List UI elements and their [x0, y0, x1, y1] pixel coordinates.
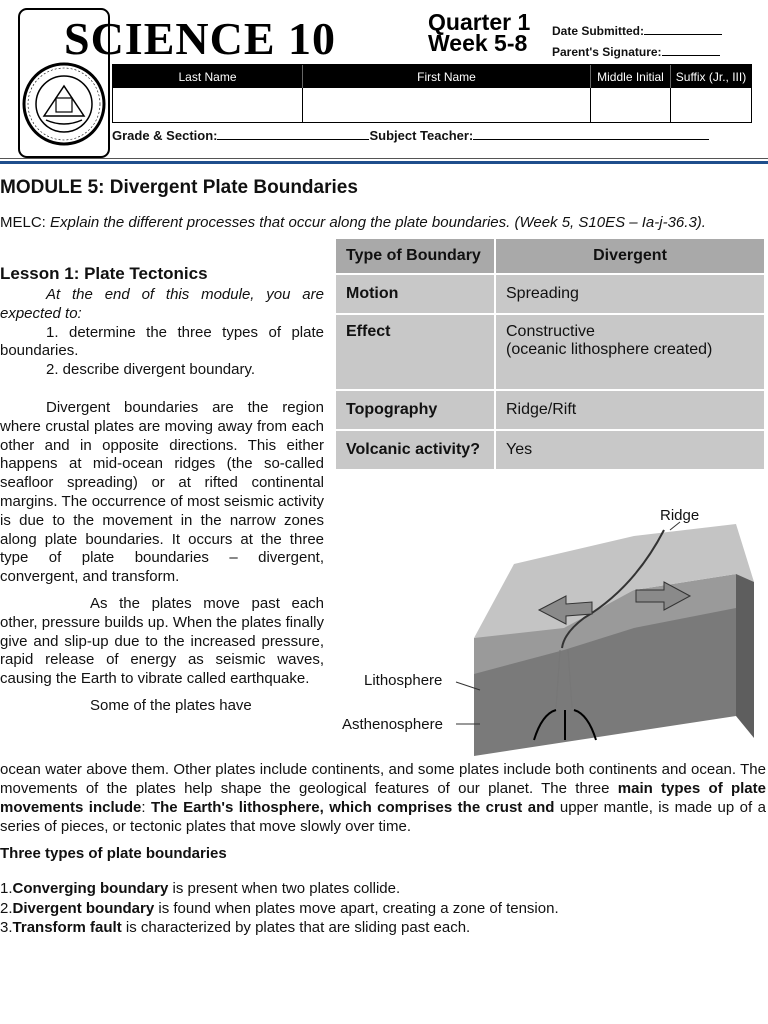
date-submitted-row — [552, 24, 722, 38]
parent-signature-label: Parent's Signature: — [552, 45, 662, 59]
subject-teacher-label: Subject Teacher: — [369, 128, 474, 143]
grade-teacher-row — [112, 128, 709, 143]
objective-item: 2. describe divergent boundary. — [46, 361, 256, 379]
lesson-left-column — [0, 286, 324, 716]
table-row — [335, 314, 765, 390]
paragraph-divergent: Divergent boundaries are the region where crustal plates are moving away from each other and in opposite directions. This either happens at mid-ocean ridges (the so-called seafloor spreading) or at rifted continental margins. The occurrence of most seismic activity is due to the movement in the narrow zones along plate boundaries. It occurs at the three type of plate boundaries – divergent, convergent, and transform. — [0, 398, 324, 586]
row-key-volcanic: Volcanic activity? — [335, 430, 495, 470]
bold-plate-movements: main types of plate movements include — [0, 780, 766, 816]
boundary-table — [334, 237, 766, 471]
boundary-header-value: Divergent — [495, 238, 765, 274]
list-item: 2.Divergent boundary is found when plates move apart, creating a zone of tension. — [0, 899, 559, 917]
quarter-label: Quarter 1 — [428, 9, 531, 35]
subject-teacher-field[interactable] — [473, 129, 709, 140]
lesson-intro: At the end of this module, you are expected to: — [0, 286, 324, 322]
parent-signature-row — [552, 45, 720, 59]
divergent-boundary-diagram — [334, 478, 766, 762]
middle-initial-header: Middle Initial — [591, 65, 671, 88]
melc-statement — [0, 209, 766, 237]
table-row — [335, 274, 765, 314]
last-name-header: Last Name — [113, 65, 303, 88]
asthenosphere-label: Asthenosphere — [342, 716, 443, 733]
row-value-effect: Constructive (oceanic lithosphere created) — [495, 314, 765, 390]
lithosphere-label: Lithosphere — [364, 672, 443, 689]
grade-section-label: Grade & Section: — [112, 128, 218, 143]
boundary-table-header — [335, 238, 765, 274]
parent-signature-field[interactable] — [662, 46, 720, 56]
row-value-volcanic: Yes — [495, 430, 765, 470]
row-key-topography: Topography — [335, 390, 495, 430]
document-title: SCIENCE 10 — [64, 13, 337, 64]
melc-text: Explain the different processes that occur along the plate boundaries. (Week 5, S10ES – Ia-j-36.3). — [50, 214, 706, 231]
suffix-header: Suffix (Jr., III) — [675, 69, 747, 84]
first-name-field[interactable] — [303, 88, 591, 122]
first-name-header: First Name — [303, 65, 591, 88]
list-item: 3.Transform fault is characterized by plates that are sliding past each. — [0, 919, 471, 936]
row-key-motion: Motion — [335, 274, 495, 314]
suffix-field[interactable] — [671, 88, 751, 122]
last-name-field[interactable] — [113, 88, 303, 122]
lesson-title: Lesson 1: Plate Tectonics — [0, 264, 208, 283]
paragraph-plates-start: Some of the plates have — [90, 696, 252, 714]
block-side-face — [736, 558, 754, 738]
ridge-label: Ridge — [660, 507, 700, 524]
name-table-row — [113, 88, 751, 122]
quarter-week — [428, 9, 531, 56]
paragraph-earthquake: As the plates move past each other, pressure builds up. When the plates finally give and slip-up due to the increased pressure, rapid release of energy as seismic waves, causing the Earth to vibrate called earthquake. — [0, 594, 324, 688]
week-label: Week 5-8 — [428, 30, 528, 56]
header-accent-divider — [0, 161, 768, 164]
header-divider — [0, 158, 768, 159]
boundary-types-list — [0, 879, 559, 938]
middle-initial-field[interactable] — [591, 88, 671, 122]
table-row — [335, 390, 765, 430]
objective-item: 1. determine the three types of plate boundaries. — [0, 323, 324, 360]
boundary-header-key: Type of Boundary — [335, 238, 495, 274]
date-submitted-label: Date Submitted: — [552, 24, 645, 38]
plate-block-illustration — [334, 478, 766, 762]
row-value-motion: Spreading — [495, 274, 765, 314]
row-value-topography: Ridge/Rift — [495, 390, 765, 430]
grade-section-field[interactable] — [217, 129, 369, 140]
list-item: 1.Converging boundary is present when two plates collide. — [0, 880, 401, 897]
bold-lithosphere: The Earth's lithosphere, which comprises the crust and — [150, 799, 555, 816]
date-submitted-field[interactable] — [644, 25, 722, 35]
paragraph-plates: ocean water above them. Other plates include continents, and some plates include both continents and ocean. The movements of the plates help shape the geological features of our planet. The three main types of plate movements include: The Earth's lithosphere, which comprises the crust and upper mantle, is made up of a series of pieces, or tectonic plates that move slowly over time. — [0, 761, 766, 835]
student-name-table — [112, 64, 752, 123]
melc-label: MELC: — [0, 214, 46, 231]
row-key-effect: Effect — [335, 314, 495, 390]
module-title: MODULE 5: Divergent Plate Boundaries — [0, 177, 358, 198]
name-table-header — [113, 65, 751, 88]
boundary-types-heading: Three types of plate boundaries — [0, 845, 227, 862]
table-row — [335, 430, 765, 470]
